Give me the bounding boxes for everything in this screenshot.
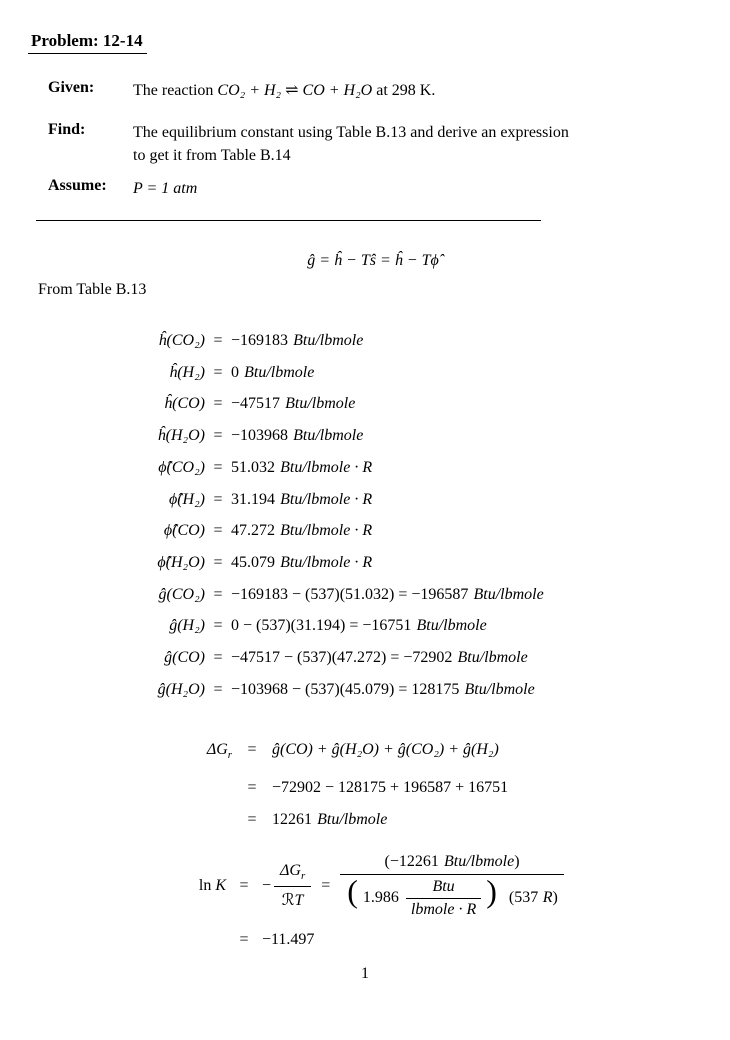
property-lhs: ĥ(H₂) bbox=[169, 363, 205, 381]
given-prefix: The reaction bbox=[133, 82, 218, 99]
property-rhs bbox=[231, 547, 730, 579]
delta-g-result bbox=[272, 804, 730, 836]
page-title-text: Problem: 12-14 bbox=[28, 31, 147, 54]
property-value: −169183 − (537)(51.032) = −196587 bbox=[231, 585, 469, 603]
reaction-math: CO₂ + H₂ ⇌ CO + H₂O bbox=[217, 82, 373, 99]
property-value: −103968 bbox=[231, 427, 289, 445]
dg-fraction-denominator bbox=[274, 887, 311, 911]
assume-text: P = 1 atm bbox=[133, 180, 198, 197]
equation-row bbox=[0, 515, 730, 547]
property-unit: Btu/lbmole bbox=[464, 680, 535, 698]
table-reference: From Table B.13 bbox=[38, 281, 147, 298]
property-lhs: ĥ(CO) bbox=[164, 395, 205, 413]
property-lhs: ĝ(H₂) bbox=[169, 617, 205, 635]
property-value: 47.272 bbox=[231, 522, 275, 540]
numerator-value: (−12261 bbox=[384, 853, 439, 870]
equals-sign: = bbox=[213, 458, 223, 476]
property-lhs: ϕ̂(H₂) bbox=[168, 490, 205, 508]
ln-k-result-value: −11.497 bbox=[262, 931, 315, 948]
temperature-factor bbox=[509, 889, 558, 906]
property-unit: Btu/lbmole bbox=[244, 363, 315, 381]
equals-sign: = bbox=[239, 931, 249, 948]
equation-row bbox=[0, 388, 730, 420]
equilibrium-constant-block bbox=[0, 850, 730, 952]
property-value: 0 − (537)(31.194) = −16751 bbox=[231, 617, 412, 635]
gas-constant-value: 1.986 bbox=[362, 889, 399, 907]
close-paren: ) bbox=[552, 889, 558, 907]
delta-g-symbol: ΔG bbox=[206, 741, 228, 758]
equation-row bbox=[0, 420, 730, 452]
equation-row bbox=[0, 484, 730, 516]
property-value: −47517 − (537)(47.272) = −72902 bbox=[231, 649, 453, 667]
property-lhs: ϕ̂(CO) bbox=[163, 522, 205, 540]
property-rhs bbox=[231, 642, 730, 674]
close-paren: ) bbox=[514, 853, 520, 870]
given-text bbox=[133, 79, 435, 102]
equals-sign: = bbox=[247, 778, 257, 796]
equation-row bbox=[0, 579, 730, 611]
numerator-unit: Btu/lbmole bbox=[443, 853, 515, 870]
temperature-symbol: T bbox=[294, 891, 304, 909]
numeric-fraction-numerator bbox=[340, 852, 564, 875]
equals-sign: = bbox=[213, 395, 223, 413]
property-rhs bbox=[231, 420, 730, 452]
equation-row bbox=[0, 452, 730, 484]
delta-g-result-value: 12261 bbox=[272, 811, 312, 828]
find-row bbox=[48, 121, 688, 167]
equation-row bbox=[0, 642, 730, 674]
ln-operator: ln bbox=[198, 877, 212, 894]
minus-sign: − bbox=[262, 877, 272, 894]
equals-sign: = bbox=[247, 811, 257, 828]
gibbs-reaction-block bbox=[0, 734, 730, 836]
equals-sign: = bbox=[213, 522, 223, 540]
property-rhs bbox=[231, 579, 730, 611]
property-equations-block bbox=[0, 325, 730, 705]
equation-row bbox=[0, 357, 730, 389]
page-title bbox=[28, 31, 147, 54]
equals-sign: = bbox=[239, 877, 249, 894]
delta-g-symbol: ΔG bbox=[280, 862, 301, 880]
dg-over-rt-fraction bbox=[274, 861, 311, 910]
equation-row bbox=[0, 547, 730, 579]
big-paren-close: ) bbox=[486, 873, 497, 910]
find-text-line2: to get it from Table B.14 bbox=[133, 147, 291, 164]
delta-g-subscript: r bbox=[227, 749, 232, 762]
delta-g-lhs-empty bbox=[0, 804, 232, 836]
equals-sign: = bbox=[213, 617, 223, 635]
result-lhs-empty bbox=[0, 928, 226, 952]
property-rhs bbox=[231, 515, 730, 547]
dg-fraction-numerator bbox=[274, 861, 311, 886]
property-rhs bbox=[231, 610, 730, 642]
property-lhs: ϕ̂(CO₂) bbox=[158, 458, 205, 476]
numeric-fraction bbox=[340, 852, 564, 920]
assume-label: Assume: bbox=[48, 177, 107, 194]
assume-row bbox=[48, 177, 688, 200]
property-unit: Btu/lbmole · R bbox=[280, 458, 373, 476]
property-rhs bbox=[231, 452, 730, 484]
equation-row bbox=[0, 325, 730, 357]
equals-sign: = bbox=[213, 649, 223, 667]
property-unit: Btu/lbmole bbox=[285, 395, 356, 413]
property-lhs: ĥ(CO₂) bbox=[158, 332, 205, 349]
ln-k-rhs bbox=[262, 852, 730, 920]
equals-sign: = bbox=[213, 363, 223, 381]
delta-g-lhs bbox=[0, 734, 232, 772]
delta-g-row bbox=[0, 772, 730, 804]
equals-sign: = bbox=[213, 427, 223, 445]
equals-sign: = bbox=[321, 877, 331, 894]
given-label: Given: bbox=[48, 79, 95, 96]
equals-sign: = bbox=[213, 332, 223, 349]
equation-row bbox=[0, 674, 730, 706]
property-rhs bbox=[231, 484, 730, 516]
delta-g-subscript: r bbox=[300, 870, 306, 883]
delta-g-result-unit: Btu/lbmole bbox=[317, 811, 388, 828]
property-lhs: ĝ(CO₂) bbox=[158, 585, 205, 603]
property-rhs bbox=[231, 325, 730, 357]
gibbs-relation-equation: ĝ = ĥ − Tŝ = ĥ − Tϕ̂ bbox=[307, 252, 439, 269]
btu-per-lbmole-r-fraction bbox=[406, 878, 481, 919]
equals-sign: = bbox=[247, 741, 257, 758]
property-lhs: ĥ(H₂O) bbox=[157, 427, 205, 445]
given-suffix: at 298 K. bbox=[372, 82, 436, 99]
equals-sign: = bbox=[213, 490, 223, 508]
ln-k-equation-row bbox=[0, 850, 730, 922]
property-lhs: ϕ̂(H₂O) bbox=[157, 553, 205, 571]
property-unit: Btu/lbmole · R bbox=[280, 490, 373, 508]
find-label: Find: bbox=[48, 121, 86, 138]
delta-g-lhs-empty bbox=[0, 772, 232, 804]
property-value: 51.032 bbox=[231, 458, 275, 476]
property-unit: Btu/lbmole bbox=[416, 617, 487, 635]
property-rhs bbox=[231, 357, 730, 389]
rankine-symbol: R bbox=[542, 889, 553, 907]
inner-fraction-denominator: lbmole · R bbox=[410, 901, 477, 918]
numeric-fraction-denominator bbox=[340, 875, 564, 920]
script-r-symbol: ℛ bbox=[281, 891, 295, 909]
property-value: −103968 − (537)(45.079) = 128175 bbox=[231, 680, 460, 698]
property-unit: Btu/lbmole bbox=[293, 332, 364, 349]
property-rhs bbox=[231, 674, 730, 706]
property-value: −169183 bbox=[231, 332, 289, 349]
property-rhs bbox=[231, 388, 730, 420]
ln-k-result-row bbox=[0, 928, 730, 952]
ln-k-lhs bbox=[0, 877, 226, 895]
find-text bbox=[133, 121, 569, 167]
property-unit: Btu/lbmole bbox=[293, 427, 364, 445]
k-symbol: K bbox=[215, 877, 226, 894]
delta-g-expression: ĝ(CO) + ĝ(H₂O) + ĝ(CO₂) + ĝ(H₂) bbox=[272, 741, 499, 758]
property-unit: Btu/lbmole · R bbox=[280, 553, 373, 571]
property-value: 0 bbox=[231, 363, 239, 381]
equals-sign: = bbox=[213, 680, 223, 698]
property-value: 45.079 bbox=[231, 553, 275, 571]
inner-fraction-numerator: Btu bbox=[406, 878, 481, 899]
equation-row bbox=[0, 610, 730, 642]
property-unit: Btu/lbmole bbox=[473, 585, 544, 603]
divider-line bbox=[36, 220, 541, 221]
big-paren-open: ( bbox=[347, 873, 358, 910]
property-value: −47517 bbox=[231, 395, 281, 413]
property-unit: Btu/lbmole · R bbox=[280, 522, 373, 540]
page-number: 1 bbox=[361, 965, 369, 982]
property-lhs: ĝ(CO) bbox=[164, 649, 205, 667]
find-text-line1: The equilibrium constant using Table B.13 and derive an expression bbox=[133, 124, 569, 141]
temperature-value: (537 bbox=[508, 889, 539, 907]
delta-g-arithmetic: −72902 − 128175 + 196587 + 16751 bbox=[272, 778, 509, 796]
given-row bbox=[48, 79, 688, 102]
equals-sign: = bbox=[213, 553, 223, 571]
delta-g-row bbox=[0, 804, 730, 836]
equals-sign: = bbox=[213, 585, 223, 603]
property-value: 31.194 bbox=[231, 490, 275, 508]
property-lhs: ĝ(H₂O) bbox=[157, 680, 205, 698]
delta-g-row bbox=[0, 734, 730, 772]
property-unit: Btu/lbmole bbox=[457, 649, 528, 667]
